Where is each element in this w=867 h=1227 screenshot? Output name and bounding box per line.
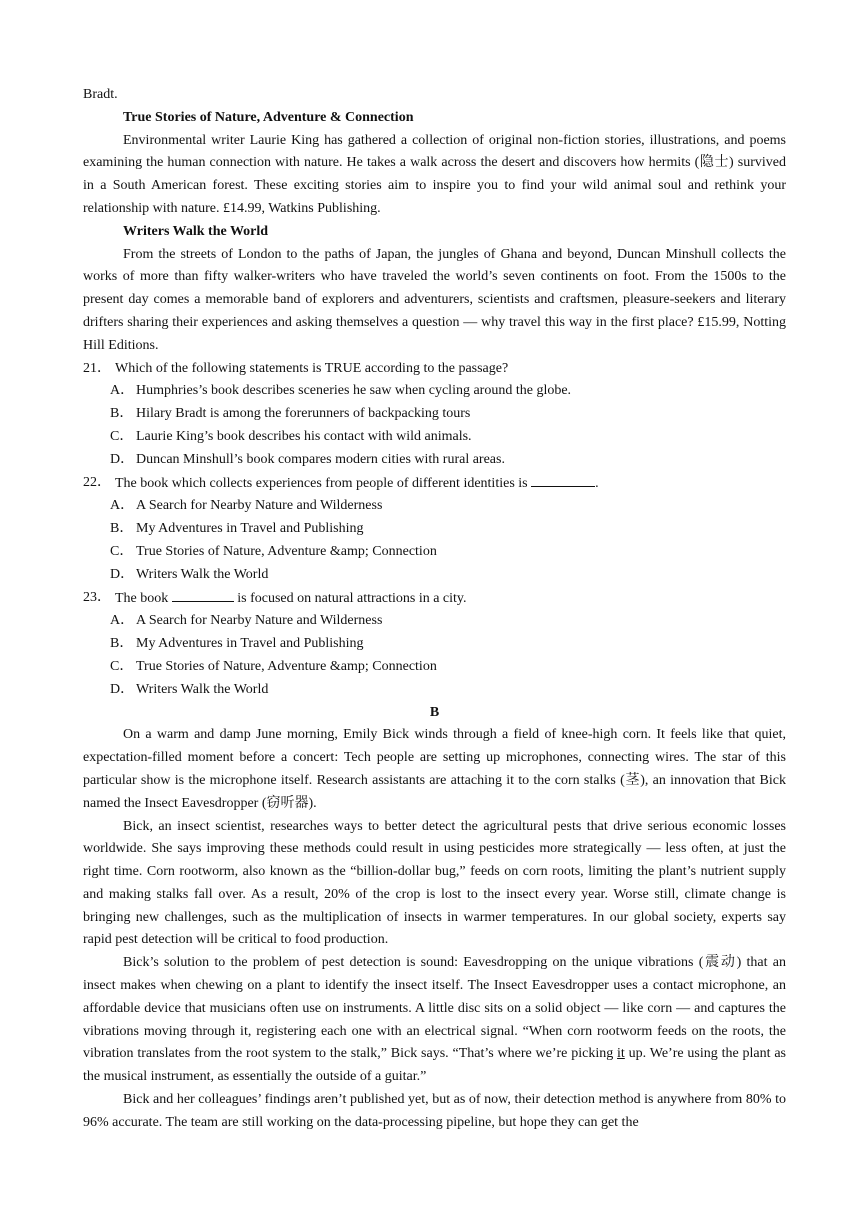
option-letter: B． [110, 636, 134, 652]
option-letter: A． [110, 383, 135, 399]
option-23-c[interactable] [83, 656, 786, 679]
question-stem-end: . [595, 475, 599, 491]
option-21-a[interactable] [83, 380, 786, 403]
option-letter: D． [110, 451, 135, 467]
section-b-paragraph-2: Bick, an insect scientist, researches ways to better detect the agricultural pests that drive serious economic losses worldwide. She says improving these methods could result in using pesticides more strategically — less often, at just the right time. Corn rootworm, also known as the “billion-dollar bug,” feeds on corn roots, limiting the plant’s nutrient supply and making stalks fall over. As a result, 20% of the crop is lost to the insect every year. Worse still, climate change is bringing new challenges, such as the multiplication of insects in warmer temperatures. In our global society, experts say rapid pest detection will be critical to food production. [83, 818, 786, 948]
option-letter: B． [110, 521, 134, 537]
option-letter: A． [110, 613, 135, 629]
question-number: 21． [83, 360, 111, 376]
option-letter: B． [110, 406, 134, 422]
option-22-a[interactable] [83, 495, 786, 518]
question-stem: Which of the following statements is TRUE according to the passage? [115, 360, 509, 376]
option-letter: C． [110, 543, 134, 559]
question-number: 22． [83, 474, 111, 490]
option-text: Laurie King’s book describes his contact with wild animals. [136, 428, 472, 444]
option-letter: C． [110, 658, 134, 674]
section-b-paragraph-4: Bick and her colleagues’ findings aren’t published yet, but as of now, their detection method is anywhere from 80% to 96% accurate. The team are still working on the data-processing pipeline, but hope they can get the [83, 1092, 786, 1130]
book-title-writers-walk: Writers Walk the World [123, 223, 269, 239]
option-letter: D． [110, 566, 135, 582]
option-text: A Search for Nearby Nature and Wilderness [136, 613, 383, 629]
paragraph-text: Bick’s solution to the problem of pest detection is sound: Eavesdropping on the unique vibrations (震动) that an insect makes when chewing on a plant to identify the insect itself. The Insect Eavesdropper uses a contact microphone, an affordable device that musicians often use on instruments. A little disc sits on a solid object — like corn — and captures the vibrations moving through it, registering each one with an electrical signal. “When corn rootworm feeds on the roots, the vibration translates from the root system to the stalk,” Bick says. “That’s where we’re picking [83, 955, 786, 1062]
option-text: Duncan Minshull’s book compares modern cities with rural areas. [136, 451, 505, 467]
option-text: True Stories of Nature, Adventure &amp; Connection [136, 543, 437, 559]
book-title-true-stories: True Stories of Nature, Adventure & Connection [123, 109, 414, 125]
option-text: True Stories of Nature, Adventure &amp; Connection [136, 658, 437, 674]
question-stem: The book [115, 590, 169, 606]
answer-blank[interactable] [172, 587, 234, 602]
question-23 [83, 587, 786, 611]
document-page [83, 84, 786, 1135]
book-desc-true-stories: Environmental writer Laurie King has gathered a collection of original non-fiction stories, illustrations, and poems examining the human connection with nature. He takes a walk across the desert and discovers how hermits (隐士) survived in a South American forest. These exciting stories aim to inspire you to find your wild animal soul and rethink your relationship with nature. £14.99, Watkins Publishing. [83, 132, 786, 216]
option-23-a[interactable] [83, 610, 786, 633]
section-b-paragraph-3 [83, 952, 786, 1089]
question-number: 23． [83, 589, 111, 605]
underlined-word: it [617, 1046, 625, 1062]
question-21 [83, 358, 786, 381]
question-stem: The book which collects experiences from people of different identities is [115, 475, 528, 491]
option-letter: D． [110, 681, 135, 697]
book-desc-writers-walk: From the streets of London to the paths of Japan, the jungles of Ghana and beyond, Duncan Minshull collects the works of more than fifty walker-writers who have traveled the world’s seven continents on foot. From the 1500s to the present day comes a memorable band of explorers and adventurers, scientists and craftsmen, pleasure-seekers and literary drifters sharing their experiences and asking themselves a question — why travel this way in the first place? £15.99, Notting Hill Editions. [83, 246, 786, 353]
option-text: Hilary Bradt is among the forerunners of backpacking tours [136, 406, 471, 422]
section-b-paragraph-1: On a warm and damp June morning, Emily Bick winds through a field of knee-high corn. It feels like that quiet, expectation-filled moment before a concert: Tech people are setting up microphones, connecting wires. The star of this particular show is the microphone itself. Research assistants are attaching it to the corn stalks (茎), an innovation that Bick named the Insect Eavesdropper (窃听器). [83, 727, 786, 811]
option-text: Humphries’s book describes sceneries he saw when cycling around the globe. [136, 383, 572, 399]
intro-tail: Bradt. [83, 87, 118, 102]
option-22-c[interactable] [83, 541, 786, 564]
option-21-b[interactable] [83, 403, 786, 426]
paragraph-text: up. We’re using the plant as the musical instrument, as essentially the outside of a guitar.” [83, 1046, 786, 1085]
option-21-d[interactable] [83, 449, 786, 472]
option-text: My Adventures in Travel and Publishing [136, 636, 364, 652]
section-heading: B [429, 704, 440, 720]
option-21-c[interactable] [83, 426, 786, 449]
question-stem-end: is focused on natural attractions in a city. [237, 590, 467, 606]
option-text: My Adventures in Travel and Publishing [136, 521, 364, 537]
option-text: Writers Walk the World [136, 566, 269, 582]
option-22-d[interactable] [83, 564, 786, 587]
answer-blank[interactable] [531, 472, 595, 487]
option-text: Writers Walk the World [136, 681, 269, 697]
option-23-b[interactable] [83, 633, 786, 656]
option-text: A Search for Nearby Nature and Wilderness [136, 498, 383, 514]
option-letter: C． [110, 428, 134, 444]
question-22 [83, 472, 786, 496]
option-letter: A． [110, 498, 135, 514]
option-22-b[interactable] [83, 518, 786, 541]
option-23-d[interactable] [83, 679, 786, 702]
